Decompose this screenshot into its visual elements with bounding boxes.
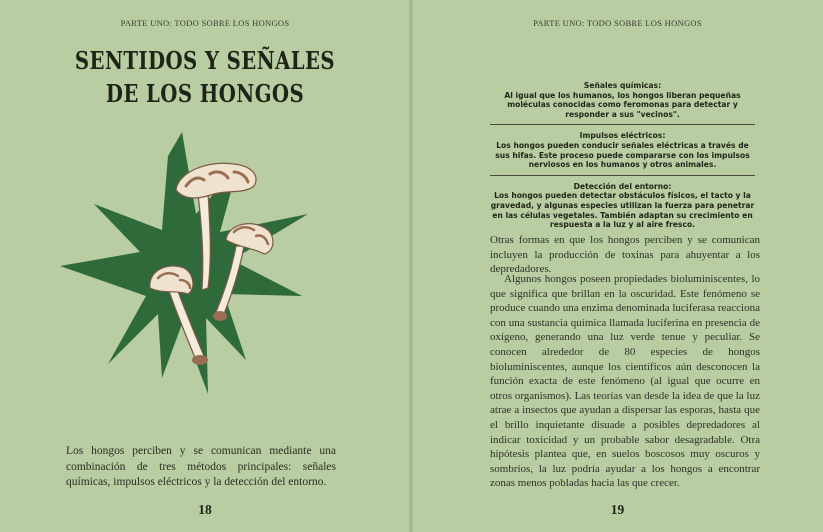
right-page bbox=[412, 0, 823, 532]
starburst-shape bbox=[60, 132, 308, 394]
page-number-left: 18 bbox=[198, 502, 212, 517]
box-section-environment bbox=[490, 180, 755, 233]
box-text: Al igual que los humanos, los hongos liberan pequeñas moléculas conocidas como feromonas para detectar y responder a sus "vecinos". bbox=[504, 90, 741, 119]
box-heading: Impulsos eléctricos: bbox=[579, 131, 666, 141]
body-paragraph-1: Otras formas en que los hongos perciben y se comunican incluyen la producción de toxinas para ahuyentar a los depredadores. bbox=[490, 234, 760, 276]
box-text: Los hongos pueden conducir señales eléctricas a través de sus hifas. Este proceso puede compararse con los impulsos nerviosos en los humanos y otros animales. bbox=[495, 140, 750, 170]
box-heading: Señales químicas: bbox=[583, 81, 662, 90]
box-text: Los hongos pueden detectar obstáculos físicos, el tacto y la gravedad, y algunas especies utilizan la fuerza para penetrar en las células vegetales. También adaptan su crecimiento en respuesta a la luz y al aire fresco. bbox=[490, 191, 755, 230]
running-head-left: PARTE UNO: TODO SOBRE LOS HONGOS bbox=[120, 18, 290, 28]
box-heading: Detección del entorno: bbox=[573, 181, 672, 191]
page-number-right: 19 bbox=[610, 502, 625, 517]
mushroom-base-right bbox=[213, 311, 227, 321]
title-line-1: SENTIDOS Y SEÑALES bbox=[74, 46, 336, 75]
title-line-2: DE LOS HONGOS bbox=[105, 79, 305, 108]
box-section-electrical bbox=[490, 129, 755, 172]
divider bbox=[490, 124, 755, 125]
sidebar-box bbox=[490, 79, 755, 233]
left-page bbox=[0, 0, 410, 532]
mushroom-base-left bbox=[192, 355, 208, 365]
body-paragraph-2: Algunos hongos poseen propiedades bioluminiscentes, lo que significa que brillan en la oscuridad. Este fenómeno se produce cuando una enzima denominada luciferasa reacciona con una sustancia química llamada luciferina en presencia de oxígeno, generando una luz verde tenue y peculiar. Se conocen alrededor de 80 especies de hongos bioluminiscentes, aunque los científicos aún desconocen la función exacta de este fenómeno (al igual que ocurre en otros organismos). Las teorías van desde la idea de que la luz atrae a insectos que ayudan a dispersar las esporas, hasta que el brillo inquietante disuade a posibles depredadores al indicar toxicidad y un probable sabor desagradable. Otra hipótesis plantea que, en suelos boscosos muy oscuros y sombríos, la luz podría ayudar a los hongos a encontrar zonas menos pobladas hacia las que crecer. bbox=[490, 273, 760, 490]
page-title bbox=[37, 44, 373, 110]
divider bbox=[490, 175, 755, 176]
running-head-right: PARTE UNO: TODO SOBRE LOS HONGOS bbox=[533, 18, 702, 28]
mushrooms-starburst-illustration bbox=[58, 128, 320, 398]
box-section-chemical bbox=[490, 79, 755, 122]
left-paragraph: Los hongos perciben y se comunican mediante una combinación de tres métodos principales: señales químicas, impulsos eléctricos y la detección del entorno. bbox=[66, 445, 336, 488]
